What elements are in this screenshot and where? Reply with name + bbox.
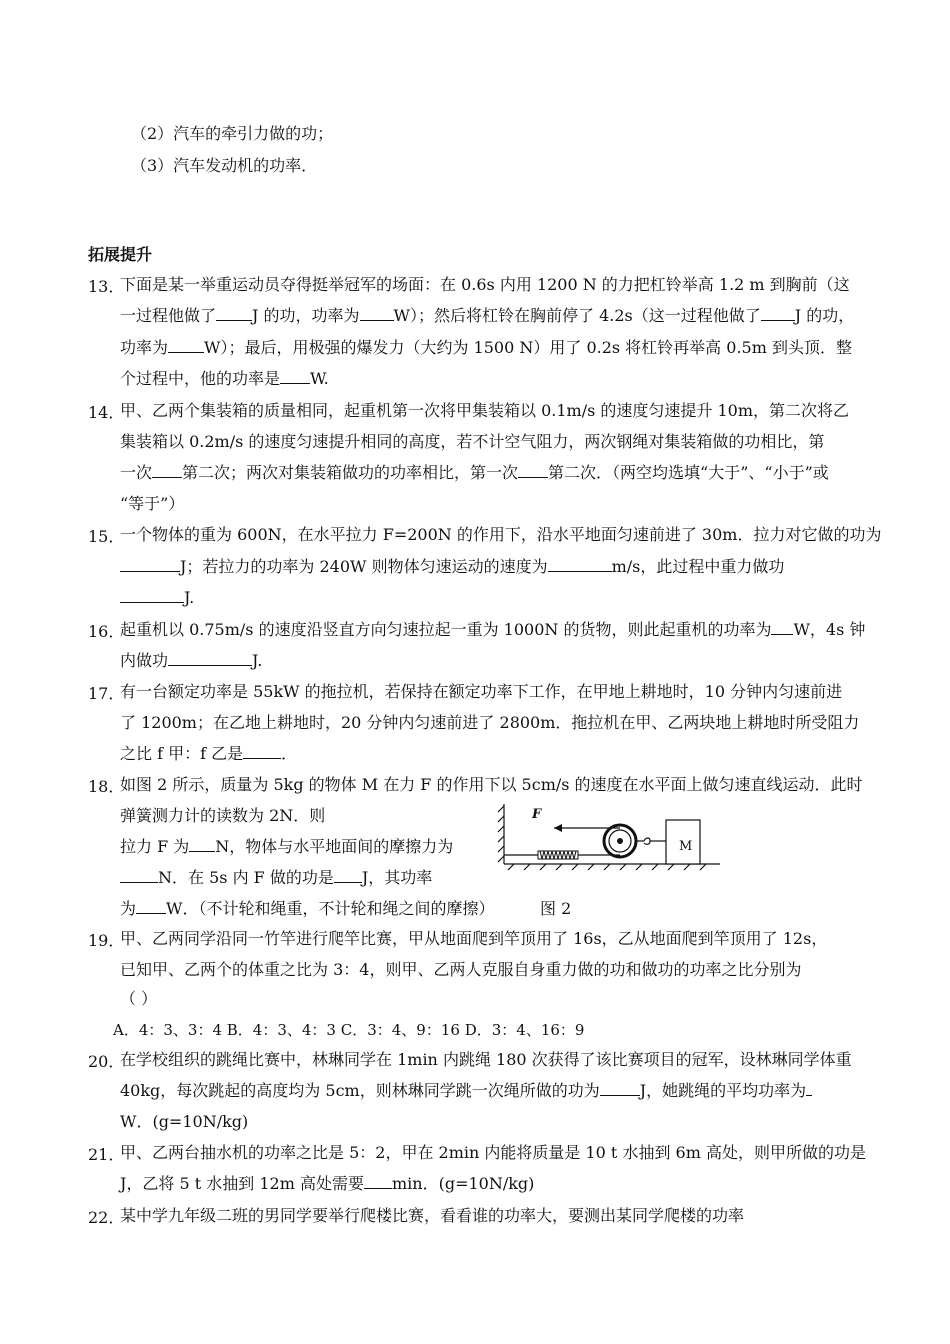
q19-line3: （ ） xyxy=(120,989,158,1008)
q18-line2: 弹簧测力计的读数为 2N．则 xyxy=(120,806,326,825)
q18-line1: 如图 2 所示，质量为 5kg 的物体 M 在力 F 的作用下以 5cm/s 的速度在水平面上做匀速直线运动．此时 xyxy=(120,775,863,794)
q13-text: W. xyxy=(310,369,329,388)
q13-line2 xyxy=(120,305,854,327)
q16-line2 xyxy=(120,650,262,672)
force-label: F xyxy=(532,807,542,822)
q14-text: 第二次．（两空均选填“大于”、“小于”或 xyxy=(548,463,829,482)
q13-text: J 的功， xyxy=(794,306,855,325)
answer-blank[interactable] xyxy=(120,557,180,572)
q21-line2 xyxy=(120,1173,534,1195)
block-label: M xyxy=(679,839,693,854)
pulley-diagram xyxy=(494,798,724,878)
q18-text: J，其功率 xyxy=(361,868,433,887)
answer-options: A．4：3、3：4 B．4：3、4：3 C．3：4、9：16 D．3：4、16：9 xyxy=(113,1021,585,1039)
q18-line4 xyxy=(120,867,432,889)
q20-line2 xyxy=(120,1080,812,1102)
q18-text: N，物体与水平地面间的摩擦力为 xyxy=(215,837,454,856)
q16-line1 xyxy=(120,619,865,641)
answer-blank[interactable] xyxy=(771,620,793,635)
q17-line2: 了 1200m；在乙地上耕地时，20 分钟内匀速前进了 2800m．拖拉机在甲、乙两块地上耕地时所受阻力 xyxy=(120,713,860,732)
q21-text: min．(g=10N/kg) xyxy=(392,1174,535,1193)
q20-text: 40kg，每次跳起的高度均为 5cm，则林琳同学跳一次绳所做的功为 xyxy=(120,1081,600,1100)
q21-text: J，乙将 5 t 水抽到 12m 高处需要 xyxy=(120,1174,364,1193)
answer-blank[interactable] xyxy=(216,306,252,321)
q15-line3 xyxy=(120,587,194,609)
section-title: 拓展提升 xyxy=(88,245,153,264)
q14-text: 第二次；两次对集装箱做功的功率相比，第一次 xyxy=(182,463,519,482)
answer-blank[interactable] xyxy=(280,369,310,384)
q22-line1: 某中学九年级二班的男同学要举行爬楼比赛，看看谁的功率大，要测出某同学爬楼的功率 xyxy=(120,1206,745,1225)
q18-text: W．（不计轮和绳重，不计轮和绳之间的摩擦） xyxy=(166,899,495,918)
q17-line3 xyxy=(120,743,297,765)
wall xyxy=(498,804,504,864)
q21-line1: 甲、乙两台抽水机的功率之比是 5：2，甲在 2min 内能将质量是 10 t 水抽到 6m 高处，则甲所做的功是 xyxy=(120,1143,866,1162)
q13-line4 xyxy=(120,368,329,390)
answer-blank[interactable] xyxy=(136,899,166,914)
answer-blank[interactable] xyxy=(168,651,252,666)
item-2: （2）汽车的牵引力做的功； xyxy=(131,124,334,143)
q18-text: 为 xyxy=(120,899,137,918)
q19-line2: 已知甲、乙两个的体重之比为 3：4，则甲、乙两人克服自身重力做的功和做功的功率之比分别为 xyxy=(120,960,802,979)
q14-line4: “等于”） xyxy=(120,494,185,513)
answer-blank[interactable] xyxy=(243,744,281,759)
pulley xyxy=(604,825,636,857)
figure-caption: 图 2 xyxy=(540,899,572,918)
question-number: 18． xyxy=(88,777,125,796)
q15-line1: 一个物体的重为 600N，在水平拉力 F=200N 的作用下，沿水平地面匀速前进了 30m．拉力对它做的功为 xyxy=(120,525,882,544)
q13-text: 个过程中，他的功率是 xyxy=(120,369,281,388)
q15-text: J. xyxy=(184,588,195,607)
arrow-head-icon xyxy=(554,824,562,832)
q20-text: J，她跳绳的平均功率为 xyxy=(639,1081,807,1100)
q14-line3 xyxy=(120,462,829,484)
q13-text: J 的功，功率为 xyxy=(252,306,360,325)
item-3: （3）汽车发动机的功率． xyxy=(131,156,318,175)
q13-text: W）；然后将杠铃在胸前停了 4.2s（这一过程他做了 xyxy=(393,306,761,325)
q13-text: 功率为 xyxy=(120,338,169,357)
q15-line2 xyxy=(120,556,784,578)
q13-text: 一过程他做了 xyxy=(120,306,217,325)
q14-line2: 集装箱以 0.2m/s 的速度匀速提升相同的高度，若不计空气阻力，两次钢绳对集装箱做的功相比，第 xyxy=(120,432,825,451)
q18-line5 xyxy=(120,898,494,920)
ground xyxy=(504,864,720,870)
answer-blank[interactable] xyxy=(548,557,612,572)
answer-blank[interactable] xyxy=(360,306,394,321)
q18-text: 拉力 F 为 xyxy=(120,837,190,856)
answer-blank[interactable] xyxy=(806,1081,812,1096)
answer-blank[interactable] xyxy=(761,306,795,321)
question-number: 15． xyxy=(88,527,125,546)
q17-line1: 有一台额定功率是 55kW 的拖拉机，若保持在额定功率下工作，在甲地上耕地时，10 分钟内匀速前进 xyxy=(120,682,843,701)
question-number: 14． xyxy=(88,403,125,422)
q16-text: J. xyxy=(252,651,263,670)
q20-line1: 在学校组织的跳绳比赛中，林琳同学在 1min 内跳绳 180 次获得了该比赛项目的冠军，设林琳同学体重 xyxy=(120,1050,852,1069)
answer-blank[interactable] xyxy=(518,463,548,478)
q18-line3 xyxy=(120,836,453,858)
question-number: 20． xyxy=(88,1052,125,1071)
q14-text: 一次 xyxy=(120,463,153,482)
q17-text: 之比 f 甲：f 乙是 xyxy=(120,744,244,763)
spring-scale xyxy=(538,851,578,859)
answer-blank[interactable] xyxy=(364,1174,392,1189)
question-number: 22． xyxy=(88,1208,125,1227)
answer-blank[interactable] xyxy=(189,837,215,852)
q18-text: N．在 5s 内 F 做的功是 xyxy=(158,868,334,887)
q15-text: m/s，此过程中重力做功 xyxy=(611,557,785,576)
q13-text: W）；最后，用极强的爆发力（大约为 1500 N）用了 0.2s 将杠铃再举高 0.5m 到头顶．整 xyxy=(204,338,852,357)
q13-line1: 下面是某一举重运动员夺得挺举冠军的场面：在 0.6s 内用 1200 N 的力把杠铃举高 1.2 m 到胸前（这 xyxy=(120,275,850,294)
answer-blank[interactable] xyxy=(120,868,158,883)
answer-blank[interactable] xyxy=(168,338,204,353)
q17-text: ． xyxy=(281,744,298,763)
question-number: 17． xyxy=(88,684,125,703)
q19-line1: 甲、乙两同学沿同一竹竿进行爬竿比赛，甲从地面爬到竿顶用了 16s，乙从地面爬到竿顶用了 12s， xyxy=(120,929,828,948)
hook xyxy=(636,838,650,844)
answer-blank[interactable] xyxy=(152,463,182,478)
answer-blank[interactable] xyxy=(120,588,184,603)
q15-text: J；若拉力的功率为 240W 则物体匀速运动的速度为 xyxy=(180,557,548,576)
question-number: 19． xyxy=(88,931,125,950)
question-number: 21． xyxy=(88,1145,125,1164)
q16-text: 内做功 xyxy=(120,651,169,670)
q16-text: 起重机以 0.75m/s 的速度沿竖直方向匀速拉起一重为 1000N 的货物，则此起重机的功率为 xyxy=(120,620,772,639)
q14-line1: 甲、乙两个集装箱的质量相同，起重机第一次将甲集装箱以 0.1m/s 的速度匀速提升 10m，第二次将乙 xyxy=(120,401,850,420)
question-number: 16． xyxy=(88,622,125,641)
q20-line3: W．(g=10N/kg) xyxy=(120,1112,249,1131)
answer-blank[interactable] xyxy=(334,868,362,883)
answer-blank[interactable] xyxy=(600,1081,640,1096)
q16-text: W，4s 钟 xyxy=(793,620,866,639)
q13-line3 xyxy=(120,337,852,359)
question-number: 13． xyxy=(88,277,125,296)
